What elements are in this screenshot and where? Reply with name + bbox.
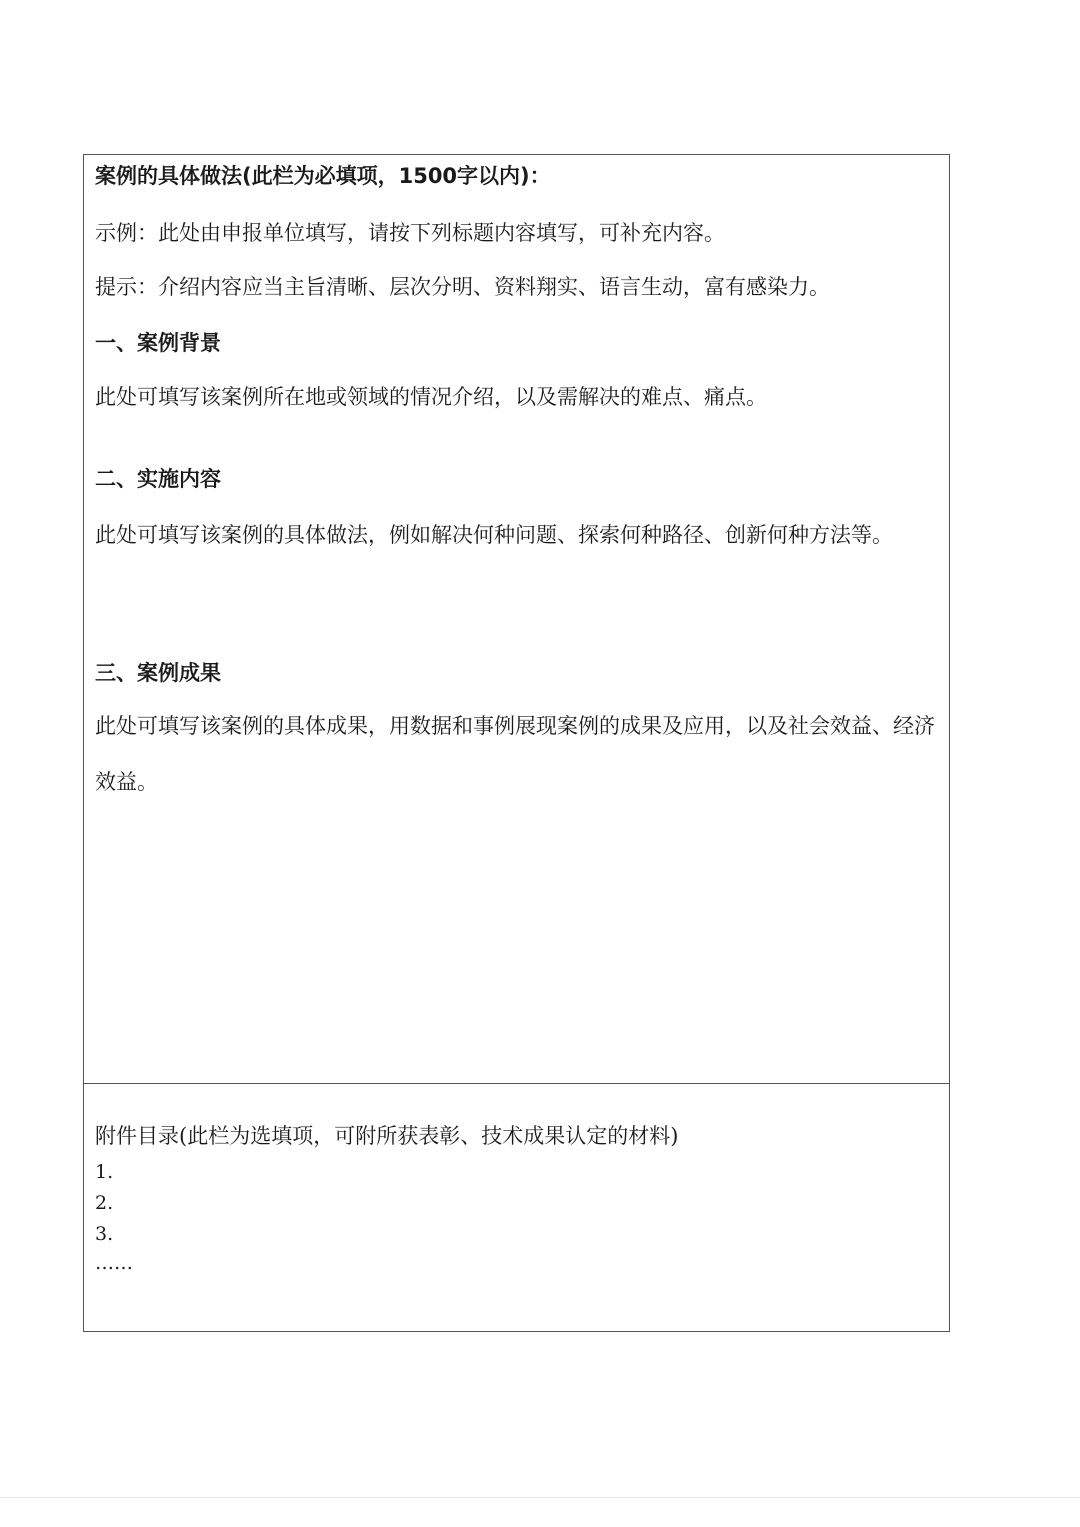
- case-practice-cell: [84, 155, 949, 1084]
- section-body-implementation: 此处可填写该案例的具体做法，例如解决何种问题、探索何种路径、创新何种方法等。: [95, 523, 893, 547]
- attachment-item-more: ……: [95, 1252, 133, 1274]
- attachment-cell: [84, 1084, 949, 1331]
- case-practice-title: 案例的具体做法(此栏为必填项，1500字以内)：: [95, 164, 551, 188]
- attachment-item-2: 2.: [95, 1192, 114, 1214]
- attachment-item-3: 3.: [95, 1223, 114, 1245]
- section-heading-results: 三、案例成果: [95, 661, 221, 685]
- section-body-results: 此处可填写该案例的具体成果，用数据和事例展现案例的成果及应用，以及社会效益、经济效益。: [95, 714, 935, 794]
- hint-note: 提示：介绍内容应当主旨清晰、层次分明、资料翔实、语言生动，富有感染力。: [95, 275, 830, 299]
- section-body-background: 此处可填写该案例所在地或领域的情况介绍，以及需解决的难点、痛点。: [95, 385, 767, 409]
- case-form-table: [83, 154, 950, 1332]
- attachment-item-1: 1.: [95, 1161, 114, 1183]
- section-heading-implementation: 二、实施内容: [95, 467, 221, 491]
- section-heading-background: 一、案例背景: [95, 331, 221, 355]
- scan-edge-divider: [0, 1497, 1080, 1498]
- attachment-title: 附件目录(此栏为选填项，可附所获表彰、技术成果认定的材料): [95, 1124, 679, 1148]
- example-note: 示例：此处由申报单位填写，请按下列标题内容填写，可补充内容。: [95, 221, 725, 245]
